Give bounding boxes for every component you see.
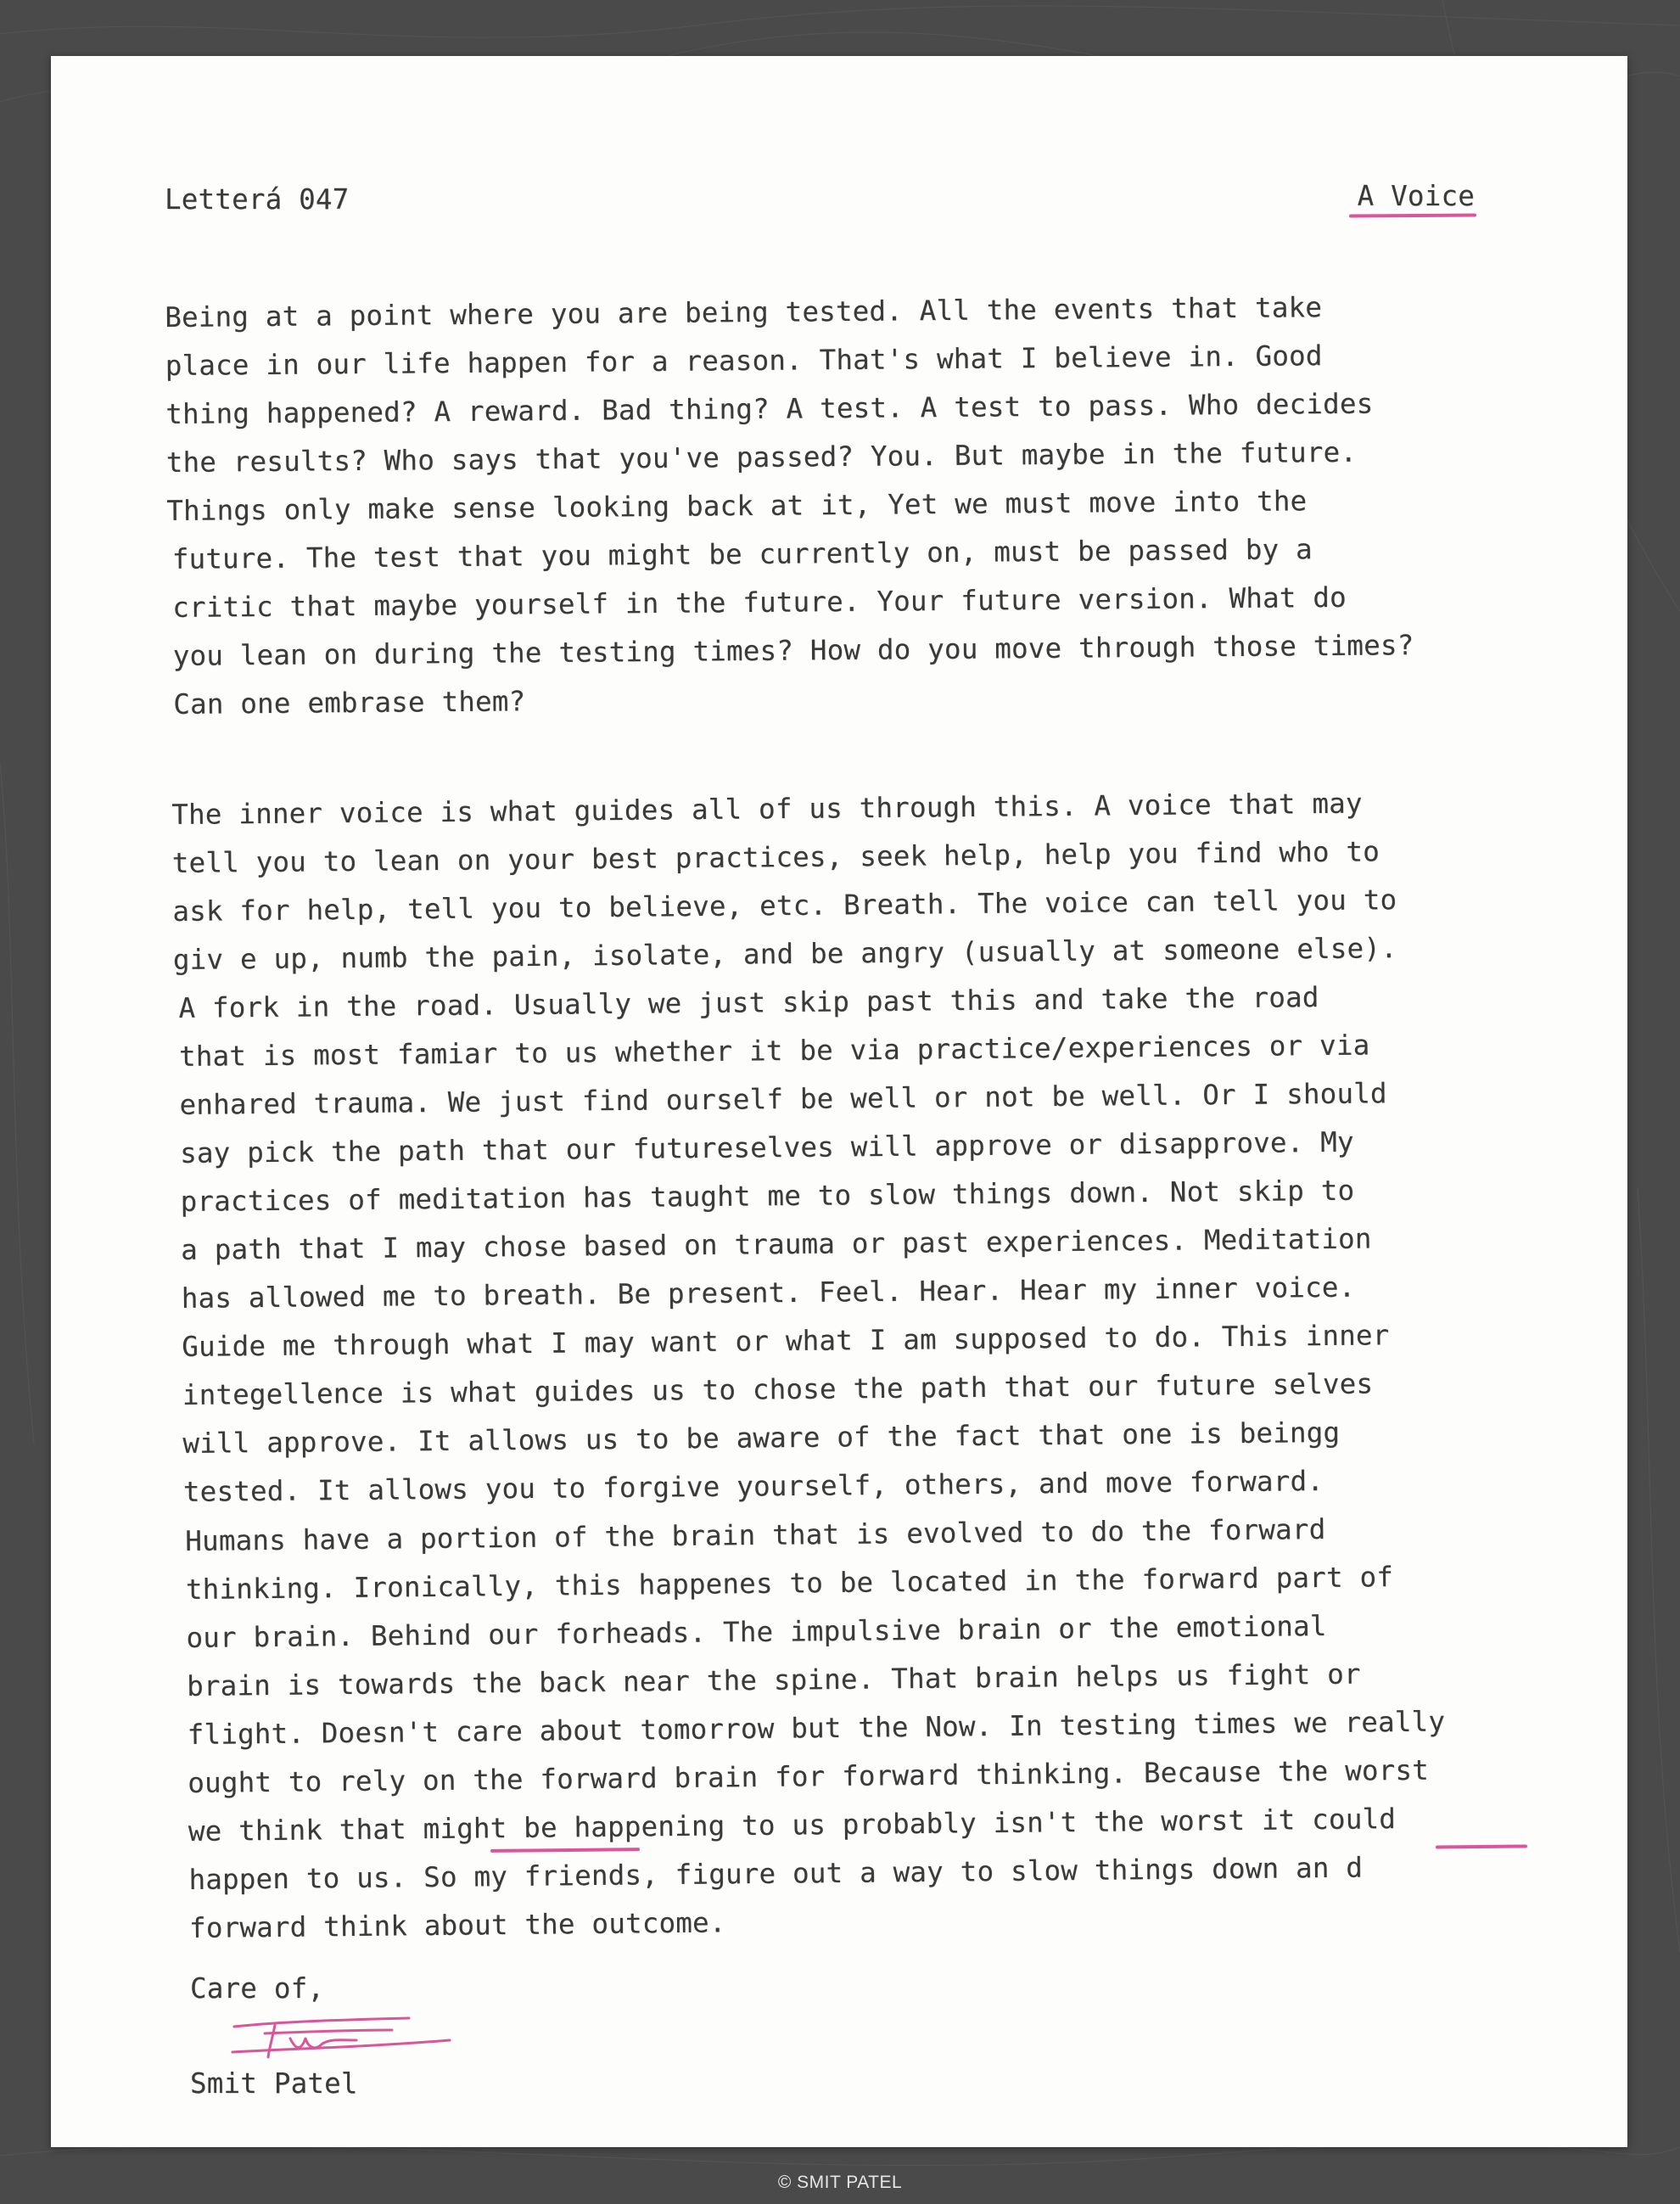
text-line: ought to rely on the forward brain for forward thinking. Because the worst: [188, 1753, 1430, 1799]
text-line: forward think about the outcome.: [188, 1906, 726, 1944]
letter-paper: [51, 56, 1627, 2147]
signer-name: Smit Patel: [190, 2067, 358, 2100]
text-line: our brain. Behind our forheads. The impulsive brain or the emotional: [186, 1609, 1327, 1654]
text-line: brain is towards the back near the spine. That brain helps us fight or: [186, 1657, 1361, 1702]
text-line: you lean on during the testing times? How do you move through those times?: [172, 629, 1414, 672]
text-line: that is most famiar to us whether it be via practice/experiences or via: [178, 1029, 1370, 1073]
text-line: enhared trauma. We just find ourself be well or not be well. Or I should: [179, 1077, 1387, 1121]
text-line: ask for help, tell you to believe, etc. Breath. The voice can tell you to: [172, 883, 1397, 928]
text-line: tell you to lean on your best practices, seek help, help you find who to: [171, 835, 1380, 879]
text-line: practices of meditation has taught me to slow things down. Not skip to: [180, 1174, 1355, 1218]
text-line: we think that might be happening to us probably isn't the worst it could: [188, 1803, 1397, 1848]
text-line: Things only make sense looking back at it, Yet we must move into the: [166, 485, 1308, 527]
handwritten-signature: [231, 2015, 451, 2066]
paragraph-1: [165, 283, 1414, 729]
text-line: a path that I may chose based on trauma or past experiences. Meditation: [181, 1222, 1372, 1266]
text-line: thinking. Ironically, this happenes to be located in the forward part of: [185, 1561, 1394, 1606]
text-line: will approve. It allows us to be aware of the fact that one is beingg: [182, 1416, 1341, 1460]
text-line: Being at a point where you are being tested. All the events that take: [165, 291, 1323, 334]
text-line: the results? Who says that you've passed? You. But maybe in the future.: [165, 435, 1358, 479]
text-line: critic that maybe yourself in the future. Your future version. What do: [172, 580, 1347, 624]
text-line: Can one embrase them?: [173, 685, 526, 721]
title-underline-mark: [1349, 213, 1476, 217]
text-line: Guide me through what I may want or what I am supposed to do. This inner: [182, 1319, 1390, 1363]
copyright-footer: © SMIT PATEL: [777, 2173, 903, 2192]
paragraph-2: [171, 779, 1403, 1517]
text-line: thing happened? A reward. Bad thing? A test. A test to pass. Who decides: [165, 387, 1374, 430]
text-line: flight. Doesn't care about tomorrow but the Now. In testing times we really: [187, 1705, 1446, 1751]
letter-title: A Voice: [1357, 180, 1475, 212]
text-line: The inner voice is what guides all of us through this. A voice that may: [171, 787, 1363, 831]
underline-mark-could: [1436, 1844, 1527, 1848]
text-line: Humans have a portion of the brain that is evolved to do the forward: [185, 1512, 1326, 1557]
text-line: future. The test that you might be currently on, must be passed by a: [171, 533, 1313, 575]
text-line: integellence is what guides us to chose the path that our future selves: [182, 1367, 1374, 1411]
text-line: A fork in the road. Usually we just skip past this and take the road: [178, 981, 1319, 1024]
closing-line: Care of,: [190, 1972, 325, 2005]
text-line: has allowed me to breath. Be present. Feel. Hear. Hear my inner voice.: [181, 1270, 1356, 1315]
text-line: place in our life happen for a reason. That's what I believe in. Good: [165, 339, 1323, 382]
text-line: giv e up, numb the pain, isolate, and be angry (usually at someone else).: [172, 932, 1397, 976]
paragraph-3: [185, 1504, 1448, 1952]
text-line: happen to us. So my friends, figure out a way to slow things down an d: [188, 1851, 1364, 1896]
text-line: tested. It allows you to forgive yourself, others, and move forward.: [182, 1465, 1324, 1508]
text-line: say pick the path that our futureselves will approve or disapprove. My: [179, 1125, 1354, 1169]
letter-number: Letterá 047: [165, 183, 350, 216]
